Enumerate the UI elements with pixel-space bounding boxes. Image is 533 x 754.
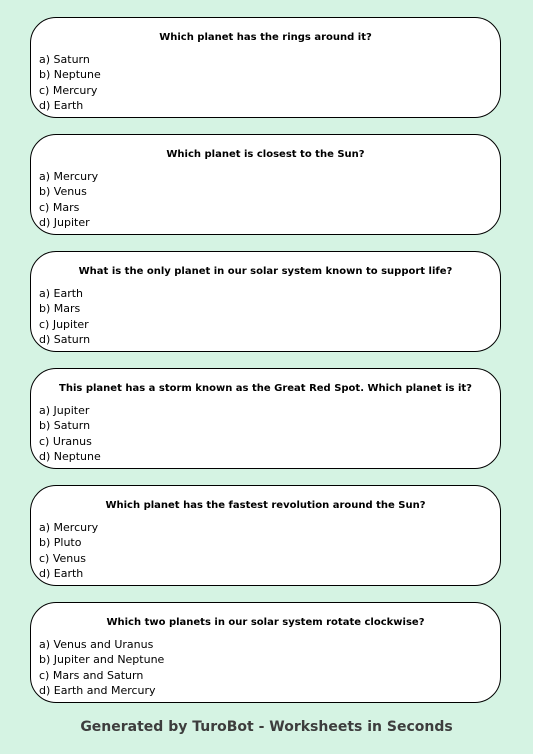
question-card-6	[30, 602, 501, 703]
answer-option: c) Mars and Saturn	[39, 668, 144, 682]
answer-options	[39, 637, 164, 698]
answer-option: d) Earth	[39, 98, 84, 112]
question-card-4	[30, 368, 501, 469]
answer-option: d) Saturn	[39, 332, 91, 346]
answer-options	[39, 52, 101, 113]
question-text: What is the only planet in our solar system known to support life?	[78, 266, 453, 277]
answer-option: b) Neptune	[39, 68, 101, 82]
answer-option: a) Mercury	[39, 170, 99, 183]
question-text: Which planet has the fastest revolution around the Sun?	[105, 500, 426, 511]
answer-option: c) Jupiter	[39, 317, 89, 331]
question-card-3	[30, 251, 501, 352]
question-card-5	[30, 485, 501, 586]
answer-option: c) Venus	[39, 551, 86, 565]
question-text: This planet has a storm known as the Great Red Spot. Which planet is it?	[59, 383, 472, 394]
footer-credit: Generated by TuroBot - Worksheets in Seconds	[80, 719, 453, 735]
answer-option: b) Venus	[39, 185, 87, 199]
question-card-1	[30, 17, 501, 118]
answer-option: a) Venus and Uranus	[39, 638, 154, 651]
answer-option: a) Jupiter	[39, 404, 90, 417]
answer-option: d) Earth and Mercury	[39, 683, 156, 697]
answer-options	[39, 520, 98, 581]
question-text: Which planet has the rings around it?	[159, 32, 372, 43]
answer-option: d) Neptune	[39, 449, 101, 463]
answer-options	[39, 286, 90, 347]
answer-option: d) Earth	[39, 566, 84, 580]
answer-option: b) Pluto	[39, 536, 82, 550]
answer-option: b) Jupiter and Neptune	[39, 653, 165, 667]
answer-option: d) Jupiter	[39, 215, 90, 229]
answer-options	[39, 403, 101, 464]
question-card-2	[30, 134, 501, 235]
answer-option: a) Earth	[39, 287, 84, 300]
answer-option: a) Saturn	[39, 53, 90, 66]
answer-option: c) Uranus	[39, 434, 92, 448]
answer-option: c) Mercury	[39, 83, 98, 97]
answer-option: b) Saturn	[39, 419, 91, 433]
answer-option: a) Mercury	[39, 521, 99, 534]
answer-option: c) Mars	[39, 200, 80, 214]
answer-options	[39, 169, 98, 230]
answer-option: b) Mars	[39, 302, 81, 316]
question-text: Which two planets in our solar system rotate clockwise?	[106, 617, 425, 628]
question-text: Which planet is closest to the Sun?	[166, 149, 365, 160]
